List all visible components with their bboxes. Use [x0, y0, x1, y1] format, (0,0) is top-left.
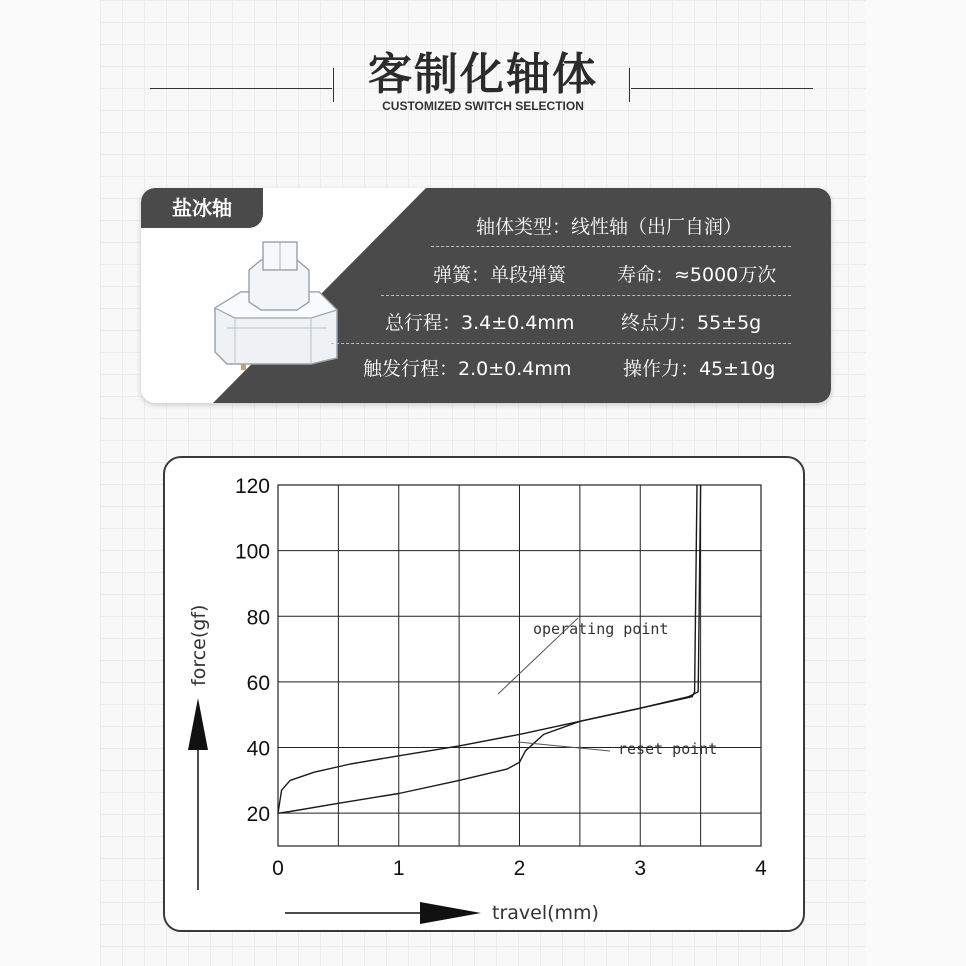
x-tick-label: 4 [755, 857, 767, 880]
y-tick-label: 60 [246, 671, 270, 695]
chart-grid [278, 485, 761, 846]
spec-total-travel: 总行程：3.4±0.4mm [385, 312, 575, 334]
chart-series [278, 485, 701, 813]
y-tick-label: 100 [234, 540, 270, 564]
y-tick-label: 80 [246, 606, 270, 630]
spec-actuation-travel: 触发行程：2.0±0.4mm [363, 358, 572, 380]
x-axis-label: travel(mm) [492, 902, 599, 924]
spec-divider [431, 246, 791, 247]
x-tick-label: 1 [392, 857, 405, 880]
spec-bottom-force: 终点力：55±5g [621, 312, 762, 334]
page-subtitle: CUSTOMIZED SWITCH SELECTION [382, 99, 584, 113]
spec-operating-force: 操作力：45±10g [623, 358, 776, 380]
reset-point-leader [518, 742, 610, 751]
spec-spring: 弹簧：单段弹簧 [433, 264, 567, 286]
switch-illustration [201, 240, 341, 370]
spec-life: 寿命：≈5000万次 [617, 264, 777, 286]
spec-switch-type: 轴体类型：线性轴（出厂自润） [476, 216, 743, 238]
reset-point-label: reset point [618, 740, 718, 758]
force-curve-chart [163, 456, 805, 932]
force-curve-svg [165, 458, 803, 930]
y-tick-label: 40 [246, 737, 270, 761]
y-axis-label: force(gf) [188, 604, 210, 686]
y-tick-label: 120 [234, 475, 270, 498]
x-tick-label: 2 [513, 857, 526, 880]
x-axis-arrow-head [420, 902, 481, 924]
y-axis-arrow-head [188, 698, 208, 750]
y-tick-label: 20 [246, 803, 270, 827]
x-tick-label: 3 [634, 857, 647, 880]
page-title: 客制化轴体 [368, 49, 598, 100]
switch-spec-card [141, 188, 831, 403]
chart-tick-labels [235, 475, 767, 880]
spec-divider [331, 343, 791, 344]
operating-point-label: operating point [533, 620, 669, 638]
series-line-release [278, 485, 701, 813]
series-line-press [278, 485, 697, 813]
x-tick-label: 0 [272, 857, 284, 880]
switch-name-tag: 盐冰轴 [141, 188, 263, 228]
spec-divider [381, 295, 791, 296]
